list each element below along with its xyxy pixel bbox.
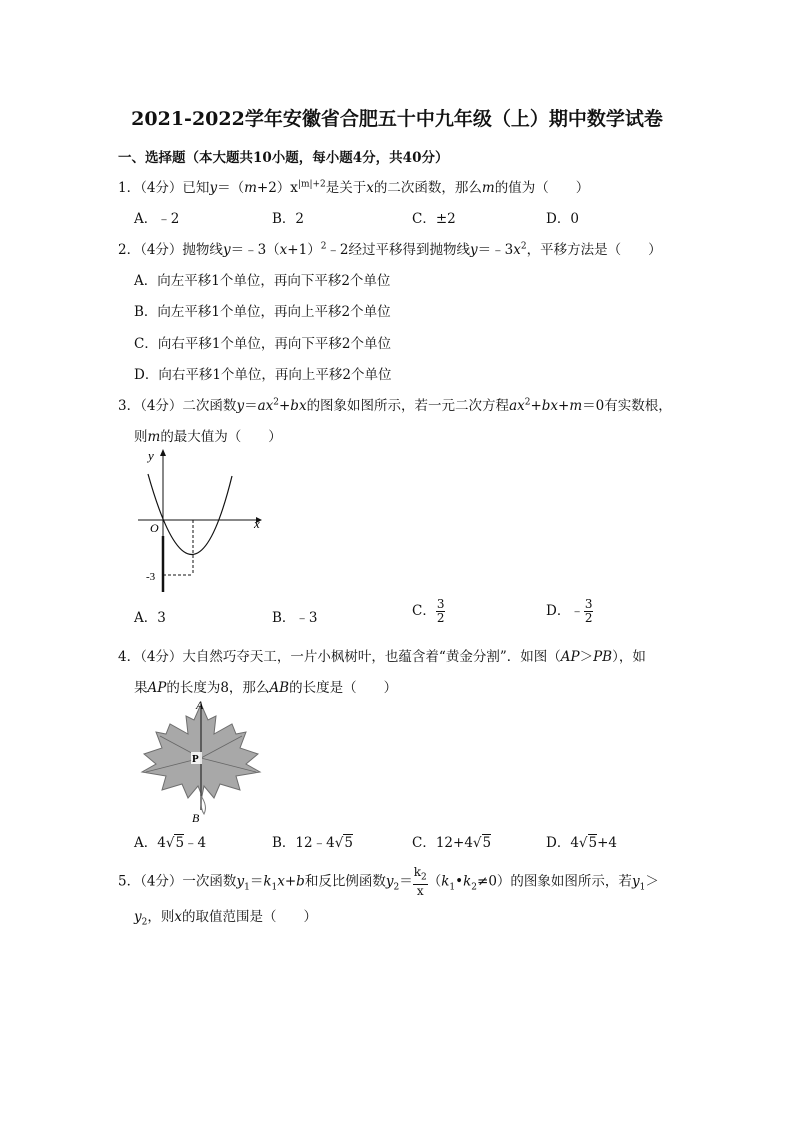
q3-var: m: [569, 398, 583, 414]
q2-var: y: [222, 242, 231, 258]
q5-frac-k: k: [413, 865, 421, 879]
q3-text: ＝: [244, 398, 258, 414]
q2-var: x: [513, 242, 521, 258]
q2-text: ，平移方法是（ ）: [526, 242, 662, 258]
q2-text: ﹣2经过平移得到抛物线: [326, 242, 471, 258]
q2-text: ＝﹣3: [477, 242, 514, 258]
q4-var: AP: [560, 649, 580, 665]
q5-subscript: 2: [141, 917, 148, 928]
leaf-point-a-label: A: [196, 698, 204, 712]
fraction-numerator: 3: [436, 597, 445, 611]
q3-var: ax: [509, 398, 525, 414]
q2-var: y: [470, 242, 478, 258]
q3-option-a[interactable]: A．3: [134, 610, 166, 626]
q4-text: 果: [134, 680, 148, 696]
q1-text: +2）x: [256, 180, 298, 196]
q5-subscript: 2: [471, 882, 478, 893]
q5-text: 的取值范围是（ ）: [182, 909, 317, 925]
q3-var: m: [147, 429, 161, 445]
q5-var: k: [263, 873, 272, 890]
q4-text: 的长度是（ ）: [289, 680, 398, 696]
q3-text: 的最大值为（ ）: [160, 429, 282, 445]
q1-option-b[interactable]: B．2: [272, 211, 305, 227]
fraction-denominator: x: [416, 884, 424, 899]
question-5: [118, 866, 659, 898]
q4-option-text: A．4: [134, 835, 166, 851]
q4-text: 的长度为8，那么: [166, 680, 270, 696]
fraction-denominator: 2: [436, 611, 445, 625]
q1-exponent: |m|+2: [297, 179, 326, 190]
q3-option-c[interactable]: [412, 598, 445, 625]
q4-option-text: ﹣4: [184, 835, 207, 851]
fraction-numerator: [413, 866, 428, 885]
q1-text: 的二次函数，那么: [373, 180, 482, 196]
question-5-line2: [134, 905, 317, 928]
section-heading: 一、选择题（本大题共10小题，每小题4分，共40分）: [118, 150, 449, 166]
origin-label: O: [150, 521, 159, 535]
q4-var: PB: [593, 649, 613, 665]
q4-maple-leaf-image: [136, 698, 266, 826]
question-3-line2: [134, 425, 282, 445]
q3-parabola-graph: [136, 446, 266, 596]
q4-text: ＞: [579, 649, 594, 665]
q5-text: 和反比例函数: [304, 873, 386, 890]
q1-text: 1．（4分）已知: [118, 180, 210, 196]
q4-option-text: D．4: [546, 835, 579, 851]
leaf-point-p-label: P: [192, 753, 199, 765]
q3-text: +: [278, 398, 291, 414]
fraction-numerator: 3: [584, 597, 593, 611]
q4-option-b[interactable]: B．12﹣4√5: [272, 835, 353, 851]
q2-exponent: 2: [320, 241, 327, 252]
q5-text: ，则: [147, 909, 175, 925]
q5-subscript: 1: [449, 882, 456, 893]
q1-option-a[interactable]: A．﹣2: [134, 211, 180, 227]
question-4: [118, 645, 646, 665]
q1-text: ＝（: [217, 180, 245, 196]
q5-var: y: [385, 873, 394, 890]
q3-var: ax: [257, 398, 274, 414]
y-axis-arrow: [160, 449, 166, 456]
x-axis-label: x: [254, 516, 260, 531]
q4-option-d[interactable]: D．4√5+4: [546, 835, 618, 851]
q3-exponent: 2: [273, 397, 279, 408]
q1-var: x: [366, 180, 374, 196]
q5-var: y: [631, 873, 640, 890]
q5-fraction: [413, 866, 428, 898]
q2-option-b[interactable]: B．向左平移1个单位，再向上平移2个单位: [134, 304, 391, 320]
q1-var: m: [481, 180, 495, 196]
q2-exponent: 2: [520, 241, 527, 252]
q5-subscript: 2: [420, 872, 427, 883]
q5-subscript: 1: [271, 882, 278, 893]
y-axis-label: y: [148, 448, 154, 463]
question-3: [118, 394, 672, 414]
q2-option-a[interactable]: A．向左平移1个单位，再向下平移2个单位: [134, 273, 391, 289]
q3-option-d[interactable]: [546, 598, 593, 625]
fraction-denominator: 2: [584, 611, 593, 625]
q3-option-c-fraction: [436, 598, 446, 625]
q3-var: y: [236, 398, 245, 414]
min-value-label: -3: [146, 571, 156, 583]
q5-var: y: [134, 909, 142, 925]
q5-var: y: [236, 873, 245, 890]
q5-var: x: [174, 909, 182, 925]
radicand: 5: [588, 835, 598, 851]
q1-var: y: [209, 180, 218, 196]
q4-text: ），如: [612, 649, 646, 665]
q5-subscript: 1: [244, 882, 250, 893]
q2-text: ＝﹣3（: [230, 242, 280, 258]
q3-var: bx: [541, 398, 559, 414]
q3-option-c-prefix: C．: [412, 603, 436, 619]
q5-text: （: [427, 873, 442, 890]
q5-var: k: [463, 873, 472, 890]
page-title: 2021-2022学年安徽省合肥五十中九年级（上）期中数学试卷: [131, 108, 663, 130]
q3-text: 则: [134, 429, 148, 445]
q3-option-d-fraction: [584, 598, 594, 625]
q4-option-text: B．12﹣4: [272, 835, 335, 851]
radicand: 5: [482, 835, 492, 851]
q5-text: +: [284, 873, 297, 890]
q2-var: x: [279, 242, 288, 258]
question-2: [118, 238, 662, 258]
q5-subscript: 1: [639, 882, 646, 893]
q3-text: 的图象如图所示，若一元二次方程: [306, 398, 510, 414]
question-1: [118, 176, 589, 196]
q1-text: 是关于: [325, 180, 367, 196]
q2-text: 2．（4分）抛物线: [118, 242, 223, 258]
q5-var: b: [296, 873, 305, 890]
q3-option-b[interactable]: B．﹣3: [272, 610, 318, 626]
q5-text: ＝: [249, 873, 264, 890]
q5-var: k: [441, 873, 450, 890]
q4-text: 4．（4分）大自然巧夺天工，一片小枫树叶，也蕴含着“黄金分割”．如图（: [118, 649, 561, 665]
q5-text: 5．（4分）一次函数: [118, 873, 237, 890]
q5-text: ＝: [399, 873, 413, 890]
q3-text: +: [558, 398, 570, 414]
q1-var: m: [244, 180, 257, 196]
radicand: 5: [344, 835, 353, 851]
parabola-curve: [148, 474, 232, 555]
q3-text: 3．（4分）二次函数: [118, 398, 237, 414]
q5-text: ≠0）的图象如图所示，若: [477, 873, 632, 890]
q1-option-d[interactable]: D．0: [546, 211, 579, 227]
question-4-line2: [134, 676, 397, 696]
leaf-point-b-label: B: [192, 811, 200, 825]
q4-option-text: C．12+4: [412, 835, 473, 851]
q5-var: x: [277, 873, 285, 890]
q2-text: +1）: [287, 242, 321, 258]
q5-text: ＞: [645, 873, 659, 890]
q2-option-c[interactable]: C．向右平移1个单位，再向下平移2个单位: [134, 336, 392, 352]
q4-option-c[interactable]: C．12+4√5: [412, 835, 492, 851]
q4-option-a[interactable]: A．4√5﹣4: [134, 835, 207, 851]
q1-text: 的值为（ ）: [494, 180, 590, 196]
q3-var: bx: [290, 398, 307, 414]
q4-var: AP: [147, 680, 167, 696]
q1-option-c[interactable]: C．±2: [412, 211, 456, 227]
q3-text: +: [530, 398, 542, 414]
q3-option-d-prefix: D．﹣: [546, 603, 584, 619]
q5-subscript: 2: [393, 882, 400, 893]
q4-var: AB: [269, 680, 290, 696]
q3-exponent: 2: [524, 397, 531, 408]
q4-option-text: +4: [597, 835, 618, 851]
q3-text: ＝0有实数根，: [582, 398, 672, 414]
q2-option-d[interactable]: D．向右平移1个单位，再向上平移2个单位: [134, 367, 392, 383]
q5-text: •: [455, 873, 464, 890]
radicand: 5: [175, 835, 185, 851]
